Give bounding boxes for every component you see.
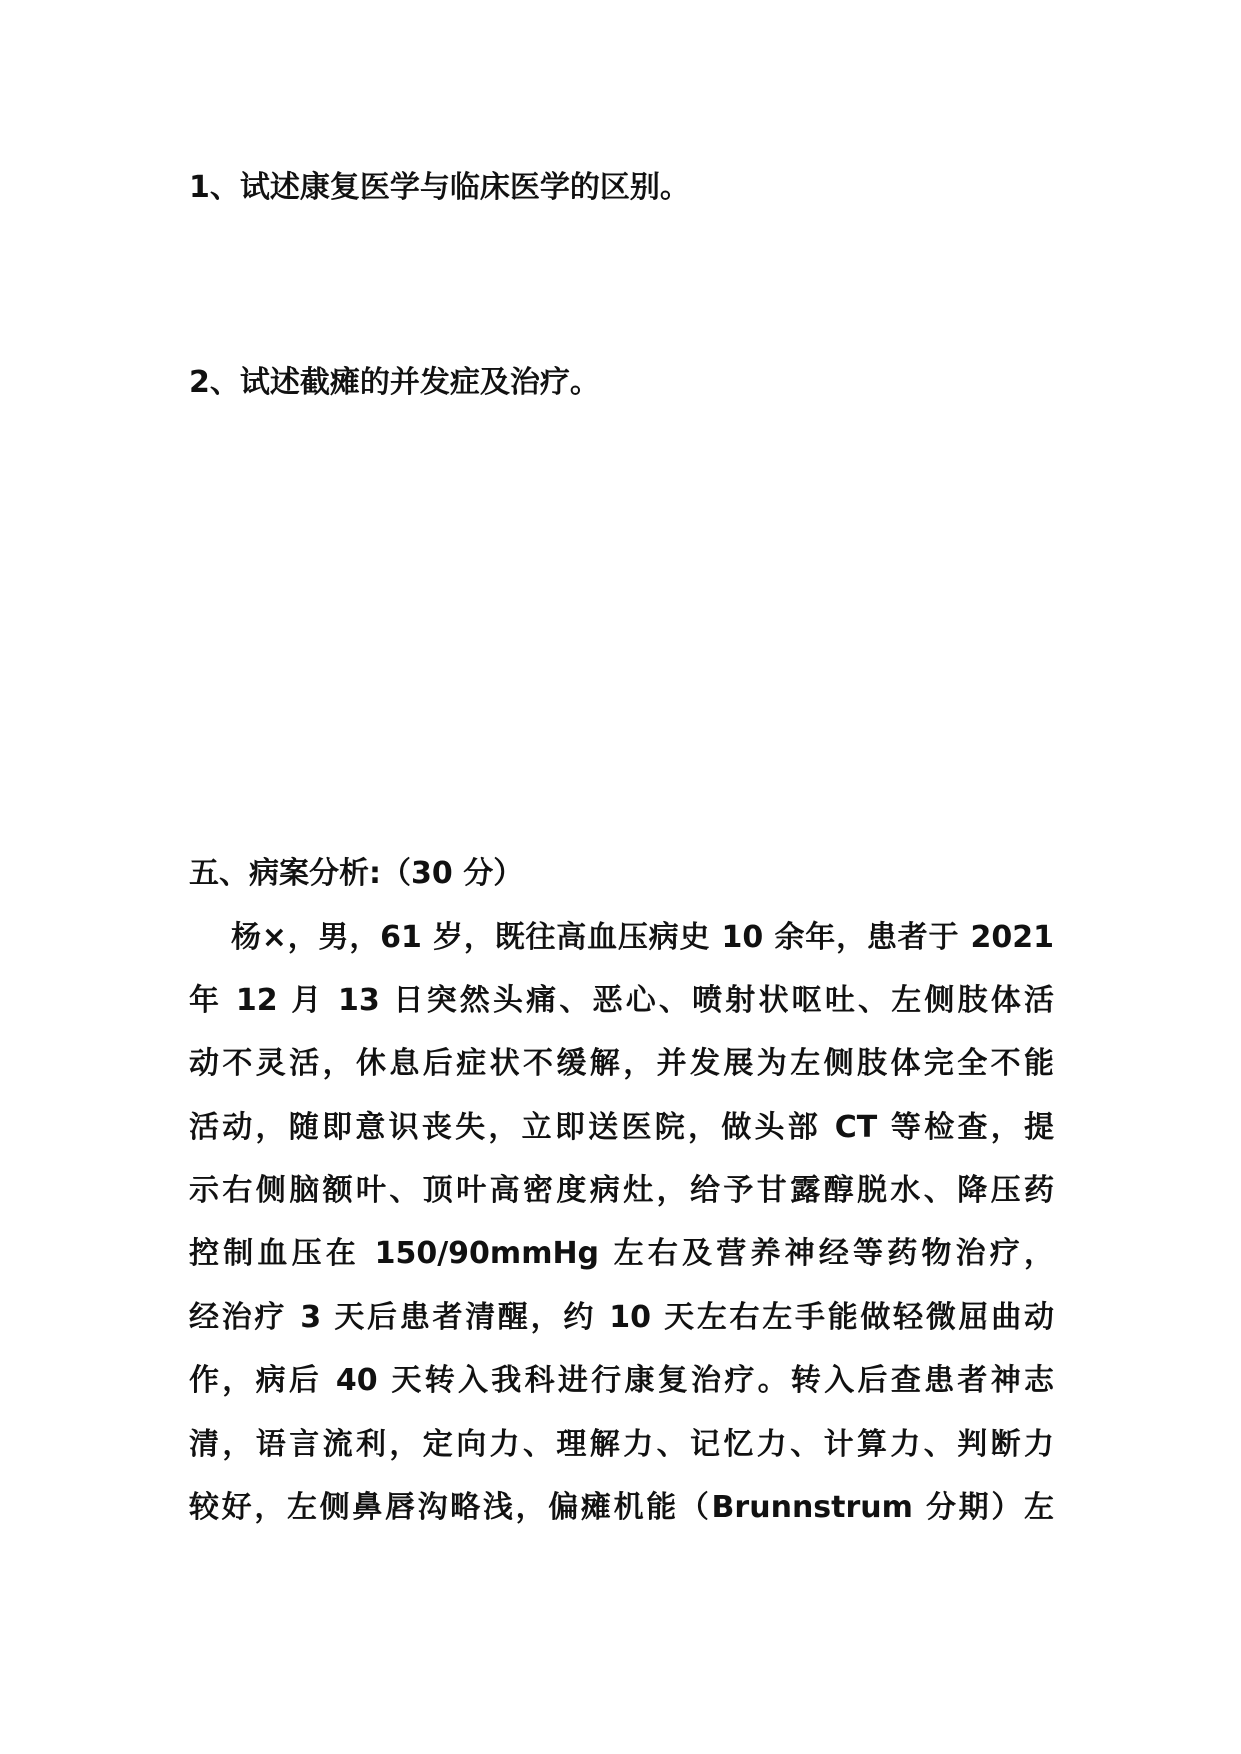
case-text-line: 杨×，男，61 岁，既往高血压病史 10 余年，患者于 2021	[231, 920, 1054, 955]
case-text-line: 作，病后 40 天转入我科进行康复治疗。转入后查患者神志	[189, 1363, 1054, 1398]
case-text-line: 清，语言流利，定向力、理解力、记忆力、计算力、判断力	[189, 1427, 1054, 1462]
case-text-line: 控制血压在 150/90mmHg 左右及营养神经等药物治疗，	[189, 1236, 1054, 1271]
case-text-line: 活动，随即意识丧失，立即送医院，做头部 CT 等检查，提	[189, 1110, 1054, 1145]
case-analysis-heading: 五、病案分析:（30 分）	[189, 856, 524, 891]
case-text-line: 较好，左侧鼻唇沟略浅，偏瘫机能（Brunnstrum 分期）左	[189, 1490, 1054, 1525]
question-1: 1、试述康复医学与临床医学的区别。	[189, 170, 690, 205]
question-2: 2、试述截瘫的并发症及治疗。	[189, 365, 600, 400]
case-text-line: 示右侧脑额叶、顶叶高密度病灶，给予甘露醇脱水、降压药	[189, 1173, 1054, 1208]
case-text-line: 年 12 月 13 日突然头痛、恶心、喷射状呕吐、左侧肢体活	[189, 983, 1054, 1018]
case-text-line: 动不灵活，休息后症状不缓解，并发展为左侧肢体完全不能	[189, 1046, 1054, 1081]
case-text-line: 经治疗 3 天后患者清醒，约 10 天左右左手能做轻微屈曲动	[189, 1300, 1054, 1335]
